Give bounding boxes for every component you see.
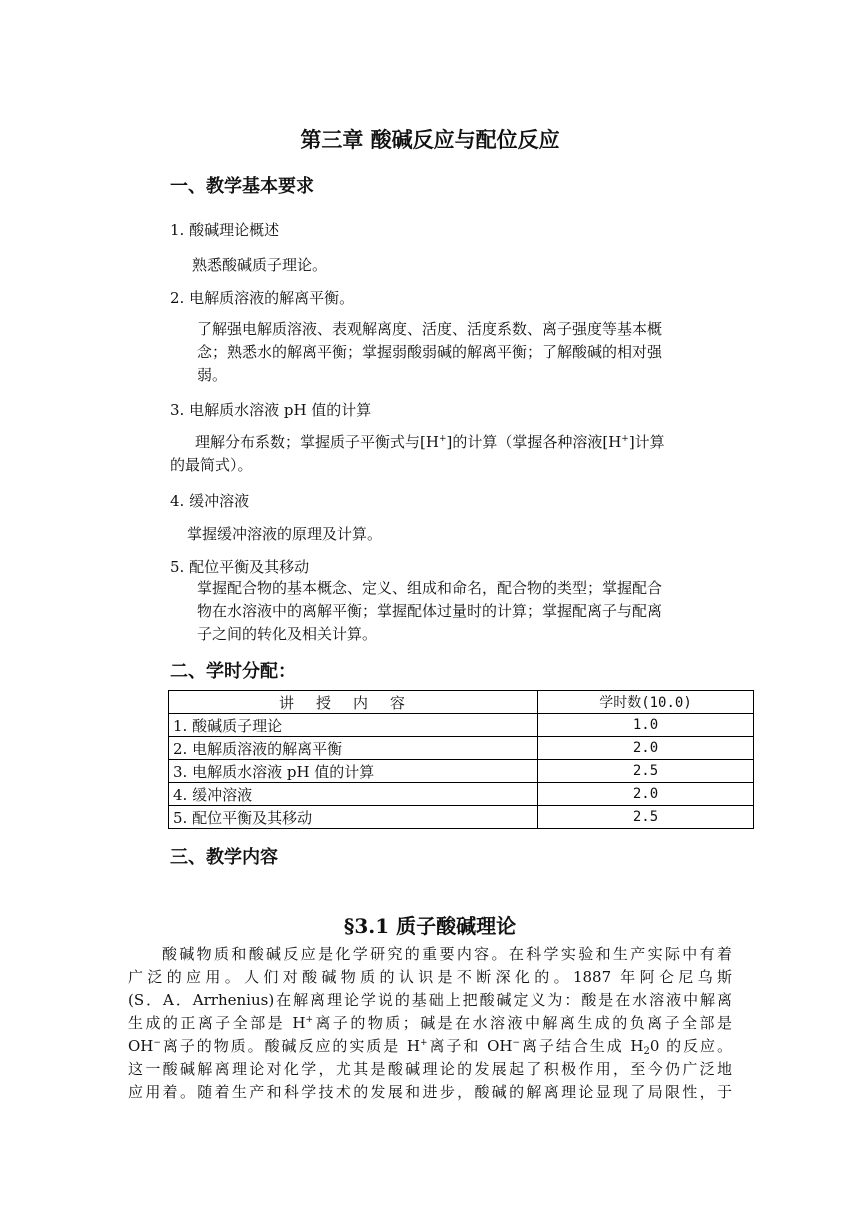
section-title: §3.1 质子酸碱理论	[343, 914, 517, 938]
req-item-4-desc: 掌握缓冲溶液的原理及计算。	[187, 525, 383, 543]
req-item-3-desc-line: 的最简式）。	[170, 456, 253, 474]
table-cell-topic: 4. 缓冲溶液	[169, 783, 538, 806]
body-line: 应用着。随着生产和科学技术的发展和进步，酸碱的解离理论显现了局限性，于	[128, 1083, 732, 1101]
text-run: 生成的正离子全部是 H	[128, 1014, 306, 1032]
table-cell-hours: 2.5	[538, 806, 754, 829]
body-line: 广泛的应用。人们对酸碱物质的认识是不断深化的。1887 年阿仑尼乌斯	[128, 968, 732, 986]
req-item-3-desc	[170, 431, 665, 477]
req-item-2-title: 2. 电解质溶液的解离平衡。	[170, 289, 355, 307]
table-row	[169, 714, 754, 737]
req-item-5-title: 5. 配位平衡及其移动	[170, 558, 310, 576]
table-cell-hours: 2.0	[538, 783, 754, 806]
table-header-row	[169, 691, 754, 714]
req-item-5-desc-line: 掌握配合物的基本概念、定义、组成和命名，配合物的类型；掌握配合	[197, 579, 663, 597]
req-item-3-desc-line	[170, 431, 665, 454]
req-item-2-desc-line: 念；熟悉水的解离平衡；掌握弱酸弱碱的解离平衡；了解酸碱的相对强	[197, 343, 663, 361]
table-row	[169, 737, 754, 760]
req-item-2-desc	[197, 318, 662, 387]
superscript: +	[438, 434, 447, 444]
table-header-content: 讲授内容	[169, 691, 538, 714]
body-line: 这一酸碱解离理论对化学，尤其是酸碱理论的发展起了积极作用，至今仍广泛地	[128, 1060, 732, 1078]
superscript: +	[420, 1038, 428, 1048]
part2-heading: 二、学时分配：	[170, 661, 296, 682]
req-item-5-desc	[197, 577, 662, 646]
table-header-hours: 学时数(10.0)	[538, 691, 754, 714]
table-cell-hours: 1.0	[538, 714, 754, 737]
superscript: −	[512, 1038, 521, 1048]
text-run: 0 的反应。	[649, 1037, 732, 1055]
text-run: ]计算	[628, 433, 665, 451]
part3-heading: 三、教学内容	[170, 847, 278, 868]
req-item-5-desc-line: 子之间的转化及相关计算。	[197, 625, 378, 643]
body-line	[128, 1012, 732, 1035]
table-cell-topic: 2. 电解质溶液的解离平衡	[169, 737, 538, 760]
table-cell-topic: 3. 电解质水溶液 pH 值的计算	[169, 760, 538, 783]
text-run: 离子的物质。酸碱反应的实质是 H	[160, 1037, 421, 1055]
req-item-5-desc-line: 物在水溶液中的离解平衡；掌握配体过量时的计算；掌握配离子与配离	[197, 602, 663, 620]
req-item-4-title: 4. 缓冲溶液	[170, 492, 250, 510]
body-line: (S．A．Arrhenius)在解离理论学说的基础上把酸碱定义为：酸是在水溶液中解离	[128, 991, 732, 1009]
hours-table	[168, 690, 754, 829]
text-run: 理解分布系数；掌握质子平衡式与[H	[195, 433, 439, 451]
text-run: ]的计算（掌握各种溶液[H	[446, 433, 622, 451]
body-paragraph	[128, 943, 732, 1104]
table-cell-hours: 2.0	[538, 737, 754, 760]
table-cell-topic: 1. 酸碱质子理论	[169, 714, 538, 737]
req-item-2-desc-line: 了解强电解质溶液、表观解离度、活度、活度系数、离子强度等基本概	[197, 320, 663, 338]
text-run: 离子结合生成 H	[520, 1037, 644, 1055]
req-item-3-title: 3. 电解质水溶液 pH 值的计算	[170, 401, 372, 419]
part1-heading: 一、教学基本要求	[170, 176, 314, 197]
req-item-2-desc-line: 弱。	[197, 366, 228, 384]
table-cell-hours: 2.5	[538, 760, 754, 783]
table-row	[169, 760, 754, 783]
table-row	[169, 783, 754, 806]
table-row	[169, 806, 754, 829]
subscript: 2	[643, 1046, 650, 1057]
req-item-1-title: 1. 酸碱理论概述	[170, 221, 280, 239]
text-run: 离子和 OH	[427, 1037, 513, 1055]
superscript: −	[153, 1038, 161, 1048]
text-run: 离子的物质；碱是在水溶液中解离生成的负离子全部是	[312, 1014, 732, 1032]
superscript: +	[305, 1015, 313, 1025]
superscript: +	[621, 434, 629, 444]
table-cell-topic: 5. 配位平衡及其移动	[169, 806, 538, 829]
text-run: OH	[128, 1037, 154, 1055]
body-line: 酸碱物质和酸碱反应是化学研究的重要内容。在科学实验和生产实际中有着	[162, 945, 732, 963]
req-item-1-desc: 熟悉酸碱质子理论。	[192, 256, 328, 274]
body-line	[128, 1035, 732, 1058]
chapter-title: 第三章 酸碱反应与配位反应	[300, 127, 560, 152]
